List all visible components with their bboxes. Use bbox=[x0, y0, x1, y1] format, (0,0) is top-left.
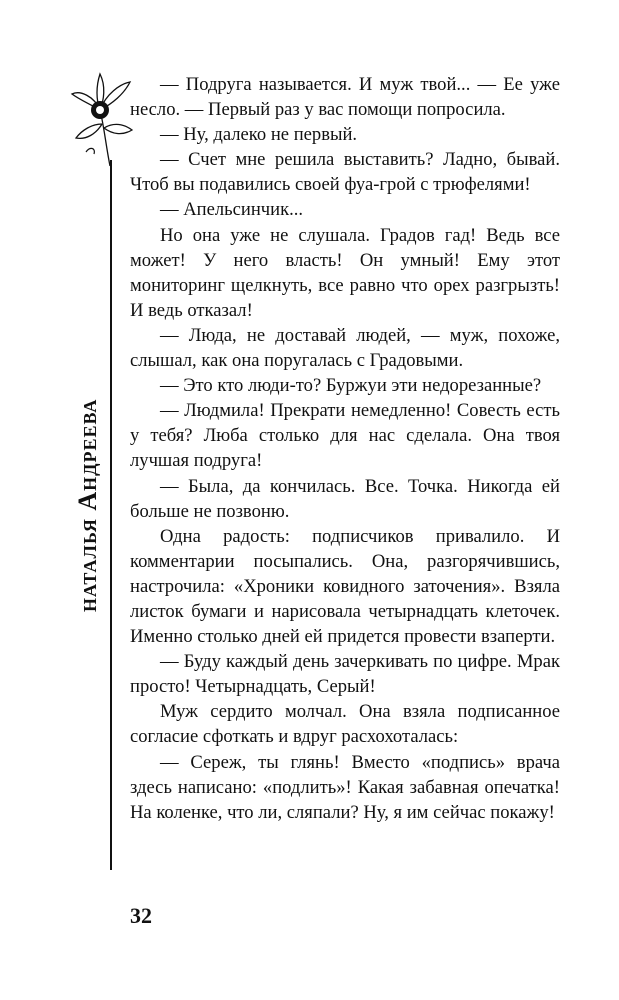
body-text bbox=[130, 72, 560, 825]
paragraph: — Ну, далеко не первый. bbox=[160, 124, 358, 146]
paragraph: — Это кто люди-то? Буржуи эти недорезанные? bbox=[160, 375, 542, 397]
margin-rule bbox=[110, 160, 112, 870]
paragraph: — Подруга называется. И муж твой... — Ее уже несло. — Первый раз у вас помощи попросила. bbox=[130, 74, 560, 121]
author-name-text: наталья Андреева bbox=[73, 398, 102, 612]
paragraph: Одна радость: подписчиков привалило. И комментарии посыпались. Она, разгорячившись, настрочила: «Хроники ковидного заточения». Взяла листок бумаги и нарисовала четырнадцать клеточек. Именно столько дней ей придется провести взаперти. bbox=[130, 525, 560, 648]
paragraph: Но она уже не слушала. Градов гад! Ведь все может! У него власть! Он умный! Ему этот мониторинг щелкнуть, все равно что орех разгрызть! И ведь отказал! bbox=[130, 224, 560, 321]
paragraph: — Сереж, ты глянь! Вместо «подпись» врача здесь написано: «подлить»! Какая забавная опечатка! На коленке, что ли, сляпали? Ну, я им сейчас покажу! bbox=[130, 751, 560, 823]
paragraph: — Апельсинчик... bbox=[160, 199, 304, 221]
paragraph: — Счет мне решила выставить? Ладно, бывай. Чтоб вы подавились своей фуа-грой с трюфелями! bbox=[130, 149, 560, 196]
paragraph: — Людмила! Прекрати немедленно! Совесть есть у тебя? Люба столько для нас сделала. Она твоя лучшая подруга! bbox=[130, 400, 560, 472]
paragraph: — Буду каждый день зачеркивать по цифре. Мрак просто! Четырнадцать, Серый! bbox=[130, 651, 560, 698]
flower-ornament bbox=[66, 66, 136, 176]
paragraph: — Была, да кончилась. Все. Точка. Никогда ей больше не позвоню. bbox=[130, 475, 560, 522]
page-number: 32 bbox=[130, 903, 152, 928]
paragraph: Муж сердито молчал. Она взяла подписанное согласие сфоткать и вдруг расхохоталась: bbox=[130, 701, 560, 748]
paragraph: — Люда, не доставай людей, — муж, похоже, слышал, как она поругалась с Градовыми. bbox=[130, 324, 560, 372]
